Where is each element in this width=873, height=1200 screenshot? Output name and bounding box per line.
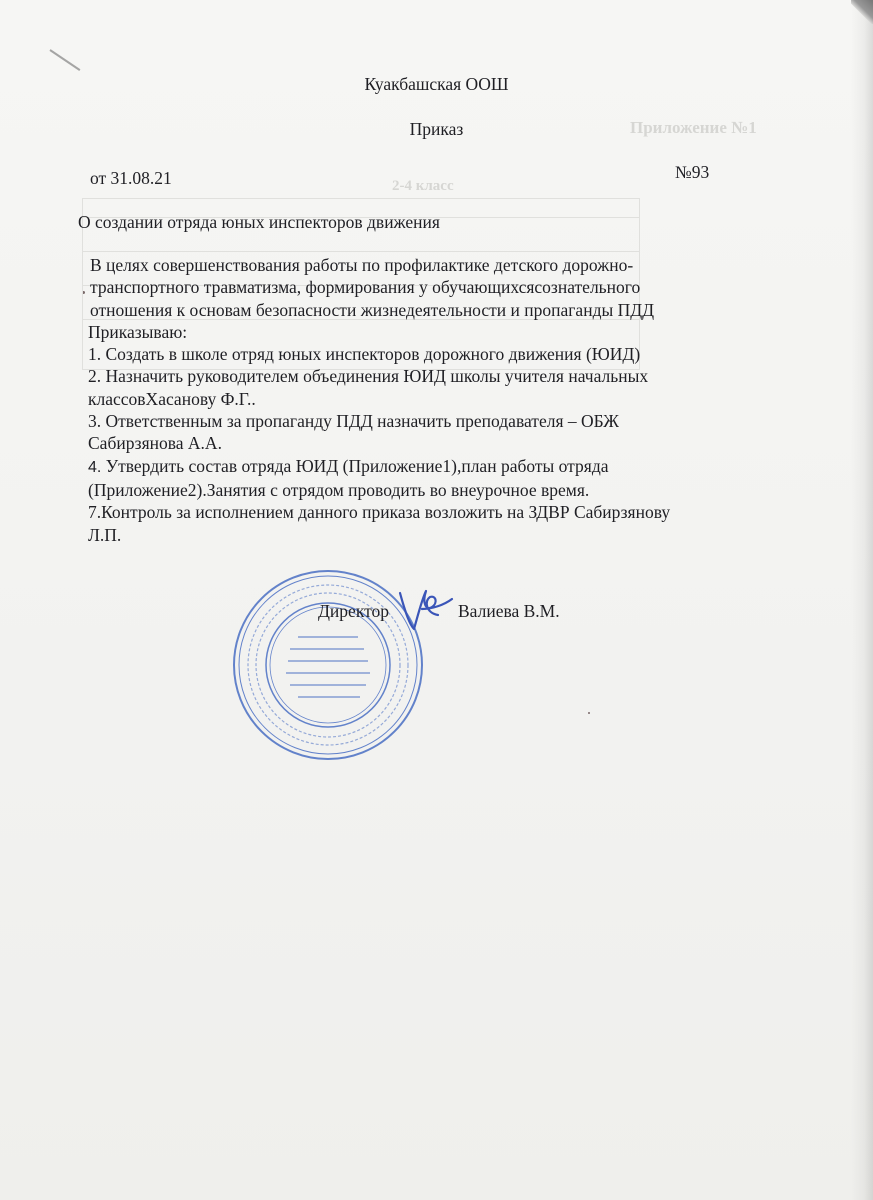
order-number: №93: [675, 162, 710, 182]
bleed-through-appendix: Приложение №1: [630, 118, 757, 137]
school-name: Куакбашская ООШ: [364, 74, 509, 94]
signer-title: Директор: [318, 601, 390, 621]
folded-corner: [851, 0, 873, 24]
body-line: 3. Ответственным за пропаганду ПДД назначить преподавателя – ОБЖ: [88, 411, 619, 432]
item-4-line: [88, 455, 780, 479]
signer-name: Валиева В.М.: [458, 601, 560, 621]
staple-mark: [49, 49, 80, 71]
body-line: 2. Назначить руководителем объединения ЮИД школы учителя начальных: [88, 366, 649, 387]
order-body: [90, 254, 780, 546]
item-4-line-2: (Приложение2).Занятия с отрядом проводить во внеурочное время.: [88, 479, 590, 500]
body-line: Приказываю:: [88, 321, 188, 342]
handwritten-signature: [392, 585, 454, 635]
document-type: Приказ: [409, 119, 464, 139]
item-7-line-2: Л.П.: [88, 524, 122, 545]
body-line: транспортного травматизма, формирования у обучающихсясознательного: [90, 277, 641, 298]
order-date: от 31.08.21: [90, 168, 172, 188]
item-4-number: 4.: [88, 458, 102, 476]
body-line: классовХасанову Ф.Г..: [88, 388, 256, 409]
body-line: отношения к основам безопасности жизнедеятельности и пропаганды ПДД: [90, 299, 655, 320]
order-subject: О создании отряда юных инспекторов движения: [78, 212, 440, 232]
ink-speck: [588, 712, 590, 714]
bleed-through-class: 2-4 класс: [392, 178, 454, 194]
page-shadow-edge: [851, 0, 873, 1200]
body-line: 1. Создать в школе отряд юных инспекторов дорожного движения (ЮИД): [88, 344, 641, 365]
item-4-text: Утвердить состав отряда ЮИД (Приложение1),план работы отряда: [101, 455, 609, 476]
body-line: В целях совершенствования работы по профилактике детского дорожно-: [90, 255, 634, 275]
item-7-line: 7.Контроль за исполнением данного приказа возложить на ЗДВР Сабирзянову: [88, 502, 671, 523]
body-line: Сабирзянова А.А.: [88, 433, 222, 454]
